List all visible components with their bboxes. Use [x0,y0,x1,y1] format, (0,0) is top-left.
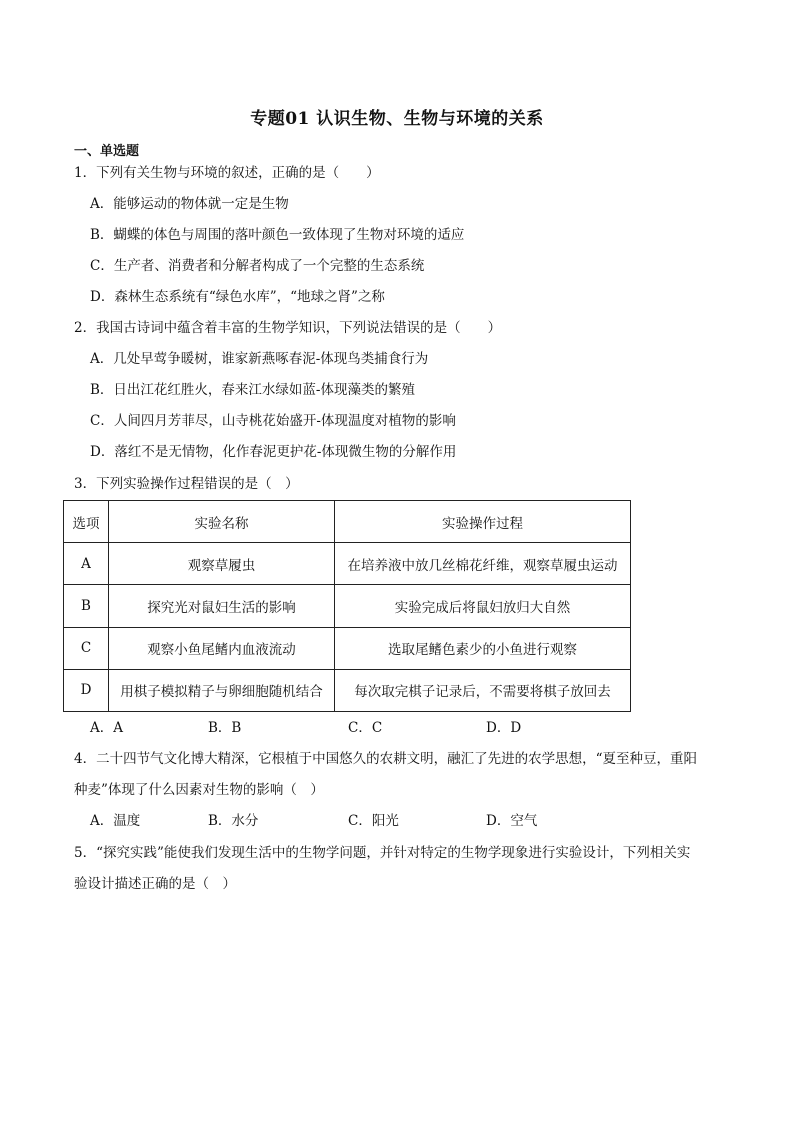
question-1-option-c: C．生产者、消费者和分解者构成了一个完整的生态系统 [90,258,425,274]
question-5-stem-line-1: 5．“探究实践”能使我们发现生活中的生物学问题，并针对特定的生物学现象进行实验设计，下列相关实 [74,845,691,861]
question-3-stem: 3．下列实验操作过程错误的是（ ） [74,476,299,492]
table-row [64,585,631,627]
question-1-option-a: A．能够运动的物体就一定是生物 [90,196,289,212]
question-1-stem: 1．下列有关生物与环境的叙述，正确的是（ ） [74,165,380,181]
table-header-cell: 实验名称 [109,501,335,543]
question-4-option-d: D．空气 [486,813,538,829]
question-1-option-d: D．森林生态系统有“绿色水库”，“地球之肾”之称 [90,289,385,305]
question-4-option-b: B．水分 [208,813,259,829]
question-3-option-c: C．C [348,720,383,736]
document-title: 专题01 认识生物、生物与环境的关系 [250,109,544,129]
question-5-stem-line-2: 验设计描述正确的是（ ） [74,876,236,892]
experiment-table [63,500,631,712]
question-4-option-c: C．阳光 [348,813,399,829]
table-header-cell: 实验操作过程 [335,501,631,543]
question-2-option-a: A．几处早莺争暖树，谁家新燕啄春泥-体现鸟类捕食行为 [90,351,429,367]
table-cell: 观察小鱼尾鳍内血液流动 [109,627,335,669]
table-row [64,627,631,669]
table-cell: 选取尾鳍色素少的小鱼进行观察 [335,627,631,669]
table-cell: 在培养液中放几丝棉花纤维，观察草履虫运动 [335,543,631,585]
question-2-option-c: C．人间四月芳菲尽，山寺桃花始盛开-体现温度对植物的影响 [90,413,456,429]
question-2-stem: 2．我国古诗词中蕴含着丰富的生物学知识，下列说法错误的是（ ） [74,320,502,336]
table-cell: 实验完成后将鼠妇放归大自然 [335,585,631,627]
question-4-stem-line-1: 4．二十四节气文化博大精深，它根植于中国悠久的农耕文明，融汇了先进的农学思想，“夏至种豆，重阳 [74,751,697,767]
question-2-option-b: B．日出江花红胜火，春来江水绿如蓝-体现藻类的繁殖 [90,382,415,398]
question-4-option-a: A．温度 [90,813,141,829]
question-2-option-d: D．落红不是无情物，化作春泥更护花-体现微生物的分解作用 [90,444,457,460]
table-row [64,669,631,711]
table-cell: 探究光对鼠妇生活的影响 [109,585,335,627]
question-3-option-b: B．B [208,720,242,736]
question-3-option-a: A．A [90,720,123,736]
question-1-option-b: B．蝴蝶的体色与周围的落叶颜色一致体现了生物对环境的适应 [90,227,465,243]
table-cell: A [64,543,109,585]
section-heading: 一、单选题 [74,144,140,159]
table-cell: 观察草履虫 [109,543,335,585]
question-3-option-d: D．D [486,720,522,736]
table-cell: 用棋子模拟精子与卵细胞随机结合 [109,669,335,711]
question-4-stem-line-2: 种麦”体现了什么因素对生物的影响（ ） [74,782,324,798]
table-header-cell: 选项 [64,501,109,543]
table-cell: D [64,669,109,711]
table-cell: B [64,585,109,627]
table-row [64,543,631,585]
table-cell: C [64,627,109,669]
table-header-row [64,501,631,543]
table-cell: 每次取完棋子记录后，不需要将棋子放回去 [335,669,631,711]
